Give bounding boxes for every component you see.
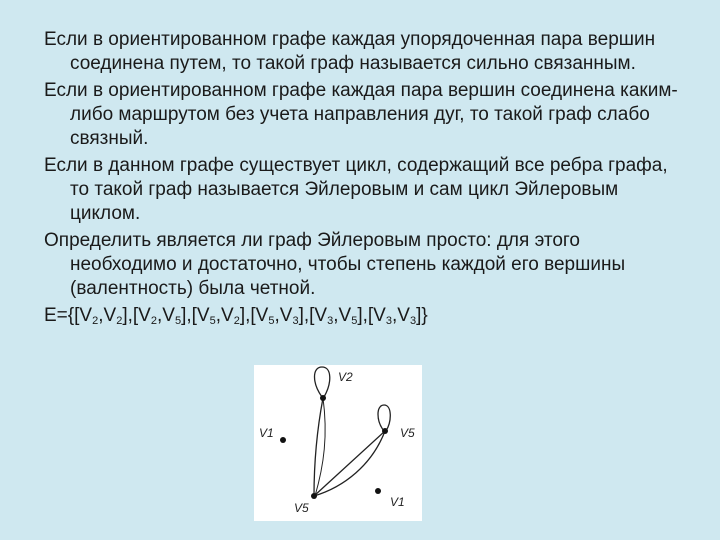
formula-suffix: }	[421, 305, 428, 326]
formula-edge: $[V_5,V_2]$	[191, 305, 246, 327]
label-v3: V5	[400, 426, 415, 440]
formula-edge: $[V_2,V_5]$	[132, 305, 187, 327]
label-v1-left: V1	[259, 426, 274, 440]
vertex-v3	[382, 428, 388, 434]
edge-loop-v2	[315, 367, 330, 397]
edge-set-formula	[44, 304, 684, 328]
paragraph-euler-cycle: Если в данном графе существует цикл, содержащий все ребра графа, то такой граф называется Эйлеровым и сам цикл Эйлеровым циклом.	[44, 155, 668, 224]
formula-edges: $[V_2,V_2],[V_2,V_5],[V_5,V_2],[V_5,V_3],[V_3,V_5],[V_3,V_3]$	[74, 305, 422, 327]
edge-loop-v3	[378, 405, 390, 431]
formula-edge: $[V_3,V_5]$	[309, 305, 363, 327]
graph-svg	[254, 365, 422, 521]
vertex-v5	[311, 493, 317, 499]
vertex-v1-left	[280, 437, 286, 443]
formula-edge: $[V_3,V_3]$	[367, 305, 422, 327]
label-v5: V5	[294, 501, 309, 515]
vertex-v2	[320, 395, 326, 401]
formula-prefix: E={	[44, 305, 75, 326]
slide-text	[44, 28, 684, 328]
paragraph-strong-connectivity: Если в ориентированном графе каждая упорядоченная пара вершин соединена путем, то такой граф называется сильно связанным.	[44, 29, 656, 74]
label-v2: V2	[338, 370, 353, 384]
graph-figure	[254, 365, 422, 521]
paragraph-weak-connectivity: Если в ориентированном графе каждая пара вершин соединена каким-либо маршрутом без учета направления дуг, то такой граф слабо связный.	[44, 80, 678, 149]
label-v1-right: V1	[390, 495, 405, 509]
paragraph-euler-criterion: Определить является ли граф Эйлеровым просто: для этого необходимо и достаточно, чтобы степень каждой его вершины (валентность) была четной.	[44, 230, 626, 299]
vertex-v1-right	[375, 488, 381, 494]
formula-edge: $[V_5,V_3]$	[250, 305, 304, 327]
formula-edge: $[V_2,V_2]$	[74, 305, 128, 327]
